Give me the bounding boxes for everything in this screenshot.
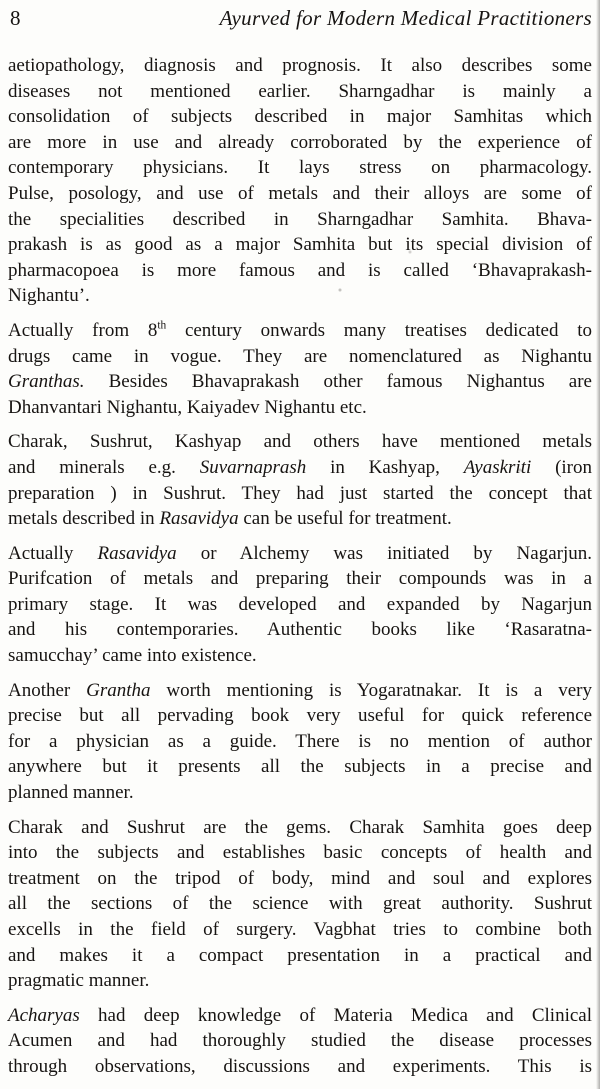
paragraph — [8, 541, 592, 669]
text-line: Actually from 8th century onwards many treatises dedicated to — [8, 319, 592, 341]
text-line: are more in use and already corroborated by the experience of — [8, 131, 592, 153]
text-line: diseases not mentioned earlier. Sharngadhar is mainly a — [8, 80, 592, 102]
paragraph — [8, 678, 592, 806]
text-line: pharmacopoea is more famous and is called ‘Bhavaprakash- — [8, 259, 592, 281]
scan-edge-shadow — [596, 0, 600, 1089]
text-line: anywhere but it presents all the subjects in a precise and — [8, 756, 592, 778]
text-line: Another Grantha worth mentioning is Yogaratnakar. It is a very — [8, 679, 592, 701]
paragraph — [8, 429, 592, 531]
text-line: Purifcation of metals and preparing their compounds was in a — [8, 568, 592, 590]
text-line: Pulse, posology, and use of metals and their alloys are some of — [8, 182, 592, 204]
paragraph — [8, 53, 592, 309]
text-line: through observations, discussions and experiments. This is — [8, 1055, 592, 1077]
text-line: primary stage. It was developed and expanded by Nagarjun — [8, 593, 592, 615]
text-line: Acharyas had deep knowledge of Materia Medica and Clinical — [8, 1004, 592, 1026]
text-line: Dhanvantari Nighantu, Kaiyadev Nighantu etc. — [8, 396, 367, 418]
text-line: precise but all pervading book very useful for quick reference — [8, 705, 592, 727]
text-line: prakash is as good as a major Samhita but its special division of — [8, 234, 592, 256]
text-line: all the sections of the science with great authority. Sushrut — [8, 893, 592, 915]
text-line: Acumen and had thoroughly studied the disease processes — [8, 1030, 592, 1052]
page-header — [0, 0, 600, 31]
text-line: into the subjects and establishes basic concepts of health and — [8, 842, 592, 864]
text-line: Charak and Sushrut are the gems. Charak Samhita goes deep — [8, 816, 592, 838]
text-line: aetiopathology, diagnosis and prognosis. It also describes some — [8, 55, 592, 76]
text-line: pragmatic manner. — [8, 970, 150, 992]
text-line: for a physician as a guide. There is no mention of author — [8, 730, 592, 752]
text-line: Nighantu’. — [8, 285, 90, 307]
paragraph — [8, 318, 592, 420]
text-line: excells in the field of surgery. Vagbhat tries to combine both — [8, 919, 592, 940]
page-number: 8 — [10, 6, 21, 30]
running-title: Ayurved for Modern Medical Practitioners — [219, 6, 592, 30]
text-line: and minerals e.g. Suvarnaprash in Kashyap, Ayaskriti (iron — [8, 456, 593, 478]
text-line: treatment on the tripod of body, mind and soul and explores — [8, 867, 592, 889]
text-line: planned manner. — [8, 782, 134, 804]
page-body — [8, 53, 592, 1080]
text-line: samucchay’ came into existence. — [8, 645, 257, 667]
text-line: consolidation of subjects described in major Samhitas which — [8, 106, 592, 128]
paragraph — [8, 1003, 592, 1080]
text-line: and makes it a compact presentation in a practical and — [8, 944, 592, 966]
text-line: preparation ) in Sushrut. They had just started the concept that — [8, 482, 592, 504]
text-line: Charak, Sushrut, Kashyap and others have mentioned metals — [8, 431, 592, 453]
text-line: the specialities described in Sharngadhar Samhita. Bhava- — [8, 208, 592, 230]
text-line: drugs came in vogue. They are nomenclatured as Nighantu — [8, 345, 592, 367]
text-line: contemporary physicians. It lays stress on pharmacology. — [8, 157, 592, 179]
text-line: and his contemporaries. Authentic books like ‘Rasaratna- — [8, 619, 592, 641]
text-line: metals described in Rasavidya can be useful for treatment. — [8, 508, 452, 530]
text-line: Actually Rasavidya or Alchemy was initiated by Nagarjun. — [8, 542, 592, 564]
paragraph — [8, 815, 592, 994]
text-line: Granthas. Besides Bhavaprakash other famous Nighantus are — [8, 371, 592, 393]
